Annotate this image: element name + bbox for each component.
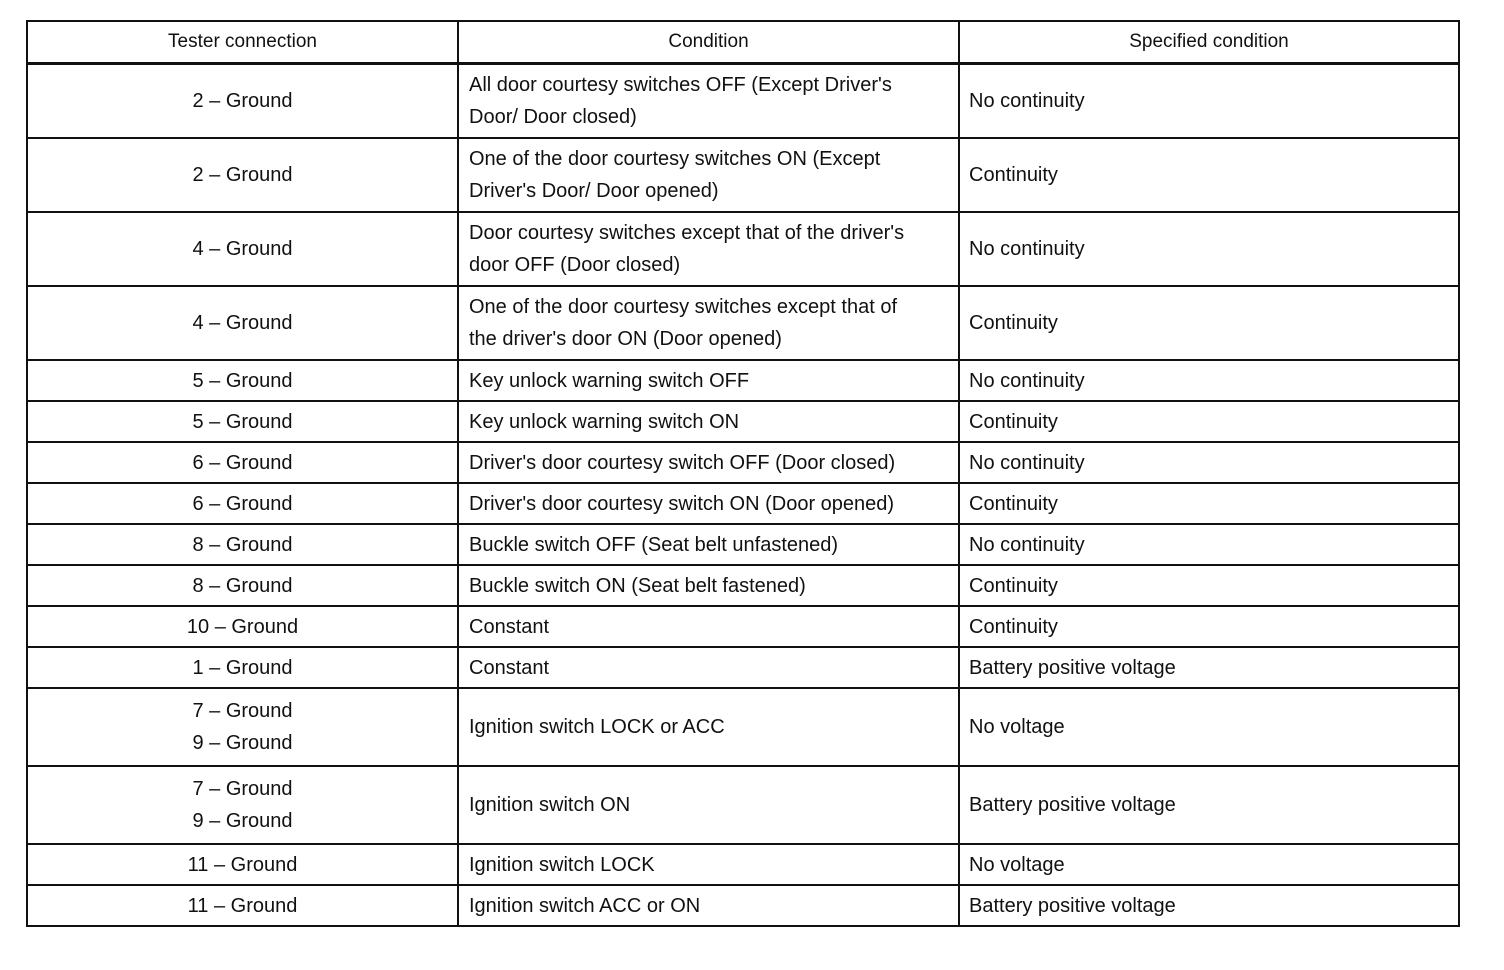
cell-tester-connection	[27, 286, 458, 360]
tester-connection-text: 2 – Ground	[192, 90, 293, 112]
table-body	[27, 64, 1459, 927]
condition-text: All door courtesy switches OFF (Except Driver's	[469, 74, 892, 96]
cell-tester-connection	[27, 401, 458, 442]
tester-connection-text: 2 – Ground	[192, 164, 293, 186]
cell-specified-condition: No voltage	[959, 688, 1459, 766]
table-row	[27, 844, 1459, 885]
table-row	[27, 360, 1459, 401]
cell-condition	[458, 565, 959, 606]
inspection-table	[26, 20, 1460, 927]
cell-tester-connection	[27, 606, 458, 647]
table-row	[27, 688, 1459, 766]
cell-tester-connection	[27, 647, 458, 688]
tester-connection-text: 6 – Ground	[192, 451, 293, 474]
cell-specified-condition: Continuity	[959, 483, 1459, 524]
cell-condition	[458, 212, 959, 286]
tester-connection-text: 9 – Ground	[192, 810, 293, 832]
cell-condition	[458, 647, 959, 688]
table-row	[27, 442, 1459, 483]
cell-condition	[458, 885, 959, 926]
cell-condition	[458, 401, 959, 442]
tester-connection-text: 10 – Ground	[186, 615, 299, 638]
cell-condition	[458, 138, 959, 212]
condition-text: Ignition switch LOCK	[469, 853, 655, 876]
tester-connection-text: 9 – Ground	[192, 732, 293, 754]
condition-text: Door/ Door closed)	[469, 106, 637, 128]
table-row	[27, 524, 1459, 565]
cell-specified-condition: Continuity	[959, 401, 1459, 442]
cell-tester-connection	[27, 442, 458, 483]
cell-condition	[458, 524, 959, 565]
cell-condition	[458, 844, 959, 885]
cell-specified-condition: No continuity	[959, 442, 1459, 483]
cell-specified-condition: Continuity	[959, 606, 1459, 647]
condition-text: door OFF (Door closed)	[469, 254, 681, 276]
cell-specified-condition: Battery positive voltage	[959, 647, 1459, 688]
condition-text: Ignition switch LOCK or ACC	[469, 716, 725, 738]
tester-connection-text: 7 – Ground	[192, 700, 293, 722]
cell-condition	[458, 442, 959, 483]
cell-tester-connection	[27, 360, 458, 401]
cell-condition	[458, 360, 959, 401]
tester-connection-text: 8 – Ground	[192, 574, 293, 597]
condition-text: One of the door courtesy switches except that of	[469, 296, 898, 318]
cell-condition	[458, 688, 959, 766]
cell-tester-connection	[27, 844, 458, 885]
cell-specified-condition: Continuity	[959, 286, 1459, 360]
cell-tester-connection	[27, 885, 458, 926]
condition-text: Buckle switch ON (Seat belt fastened)	[469, 574, 806, 597]
cell-specified-condition: No continuity	[959, 360, 1459, 401]
cell-tester-connection	[27, 565, 458, 606]
cell-condition	[458, 64, 959, 139]
condition-text: Driver's Door/ Door opened)	[469, 180, 719, 202]
table-row	[27, 606, 1459, 647]
condition-text: Ignition switch ON	[469, 794, 631, 816]
cell-condition	[458, 483, 959, 524]
header-specified-condition: Specified condition	[959, 21, 1459, 64]
condition-text: Buckle switch OFF (Seat belt unfastened)	[469, 533, 839, 556]
condition-text: Key unlock warning switch OFF	[469, 369, 750, 392]
condition-text: Constant	[469, 656, 550, 679]
tester-connection-text: 6 – Ground	[192, 492, 293, 515]
tester-connection-text: 5 – Ground	[192, 410, 293, 433]
cell-specified-condition: Continuity	[959, 138, 1459, 212]
cell-specified-condition: Battery positive voltage	[959, 766, 1459, 844]
cell-tester-connection	[27, 766, 458, 844]
condition-text: Driver's door courtesy switch OFF (Door closed)	[469, 451, 896, 474]
condition-text: Ignition switch ACC or ON	[469, 894, 701, 917]
cell-tester-connection	[27, 138, 458, 212]
condition-text: Door courtesy switches except that of the driver's	[469, 222, 905, 244]
header-condition: Condition	[458, 21, 959, 64]
tester-connection-text: 4 – Ground	[192, 312, 293, 334]
table-row	[27, 401, 1459, 442]
table-row	[27, 483, 1459, 524]
table-row	[27, 64, 1459, 139]
table-row	[27, 212, 1459, 286]
cell-condition	[458, 766, 959, 844]
tester-connection-text: 11 – Ground	[187, 894, 298, 917]
cell-tester-connection	[27, 688, 458, 766]
cell-condition	[458, 286, 959, 360]
cell-tester-connection	[27, 64, 458, 139]
cell-specified-condition: Battery positive voltage	[959, 885, 1459, 926]
tester-connection-text: 1 – Ground	[192, 656, 293, 679]
condition-text: Key unlock warning switch ON	[469, 410, 740, 433]
tester-connection-text: 7 – Ground	[192, 778, 293, 800]
condition-text: the driver's door ON (Door opened)	[469, 328, 782, 350]
condition-text: One of the door courtesy switches ON (Except	[469, 148, 881, 170]
tester-connection-text: 11 – Ground	[187, 853, 298, 876]
table-row	[27, 138, 1459, 212]
cell-condition	[458, 606, 959, 647]
condition-text: Constant	[469, 615, 550, 638]
table-row	[27, 286, 1459, 360]
tester-connection-text: 8 – Ground	[192, 533, 293, 556]
table-header	[27, 21, 1459, 64]
table-row	[27, 766, 1459, 844]
cell-specified-condition: No voltage	[959, 844, 1459, 885]
cell-tester-connection	[27, 212, 458, 286]
table-row	[27, 565, 1459, 606]
cell-tester-connection	[27, 524, 458, 565]
tester-connection-text: 4 – Ground	[192, 238, 293, 260]
cell-specified-condition: No continuity	[959, 64, 1459, 139]
tester-connection-text: 5 – Ground	[192, 369, 293, 392]
cell-specified-condition: No continuity	[959, 212, 1459, 286]
table-row	[27, 647, 1459, 688]
header-tester-connection: Tester connection	[27, 21, 458, 64]
table-row	[27, 885, 1459, 926]
header-row	[27, 21, 1459, 64]
condition-text: Driver's door courtesy switch ON (Door opened)	[469, 492, 895, 515]
cell-tester-connection	[27, 483, 458, 524]
cell-specified-condition: Continuity	[959, 565, 1459, 606]
cell-specified-condition: No continuity	[959, 524, 1459, 565]
